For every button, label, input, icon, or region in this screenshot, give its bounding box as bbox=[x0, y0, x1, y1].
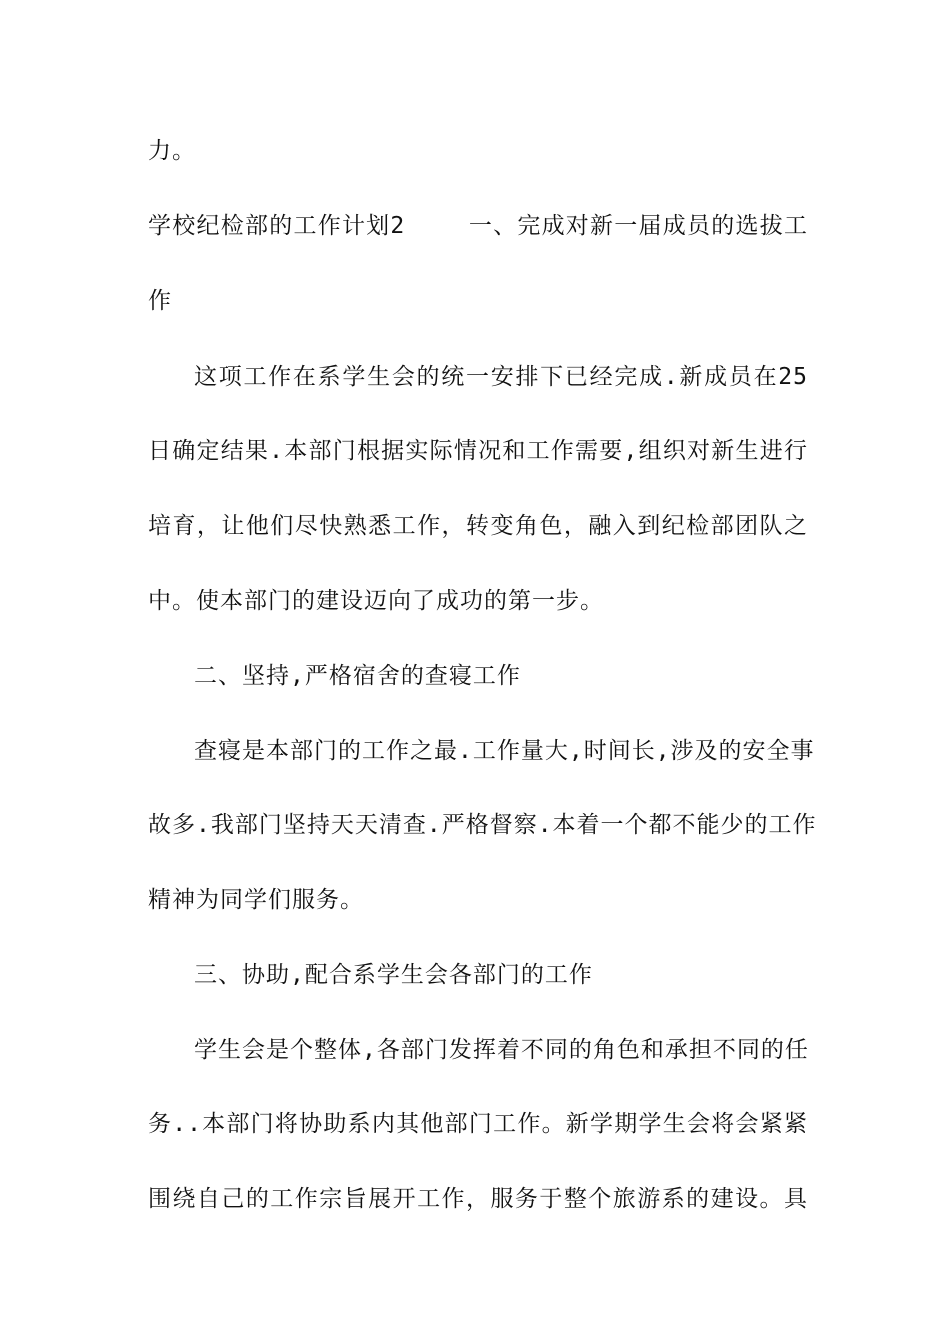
section-heading-line: 学校纪检部的工作计划2 一、完成对新一届成员的选拔工 bbox=[148, 213, 808, 239]
text-line: 作 bbox=[148, 288, 172, 314]
paragraph-line: 精神为同学们服务。 bbox=[148, 887, 364, 913]
paragraph-line: 这项工作在系学生会的统一安排下已经完成.新成员在25 bbox=[194, 364, 808, 390]
paragraph-line: 培育，让他们尽快熟悉工作，转变角色，融入到纪检部团队之 bbox=[148, 513, 808, 539]
section-heading: 二、坚持,严格宿舍的查寝工作 bbox=[194, 663, 521, 689]
paragraph-line: 故多.我部门坚持天天清查.严格督察.本着一个都不能少的工作 bbox=[148, 812, 817, 838]
text-line: 力。 bbox=[148, 138, 196, 164]
section-heading: 三、协助,配合系学生会各部门的工作 bbox=[194, 962, 593, 988]
paragraph-line: 日确定结果.本部门根据实际情况和工作需要,组织对新生进行 bbox=[148, 438, 808, 464]
paragraph-line: 学生会是个整体,各部门发挥着不同的角色和承担不同的任 bbox=[194, 1037, 809, 1063]
paragraph-line: 查寝是本部门的工作之最.工作量大,时间长,涉及的安全事 bbox=[194, 738, 815, 764]
paragraph-line: 中。使本部门的建设迈向了成功的第一步。 bbox=[148, 588, 604, 614]
paragraph-line: 务..本部门将协助系内其他部门工作。新学期学生会将会紧紧 bbox=[148, 1111, 808, 1137]
paragraph-line: 围绕自己的工作宗旨展开工作，服务于整个旅游系的建设。具 bbox=[148, 1186, 808, 1212]
